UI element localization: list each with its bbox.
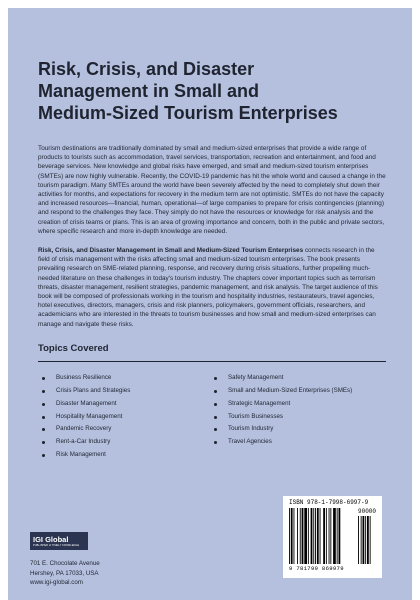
price-code: 90000 (358, 508, 377, 515)
topic-item (214, 398, 352, 411)
topic-item (42, 423, 214, 436)
barcode-bar (302, 508, 304, 564)
bullet-icon (42, 390, 45, 393)
barcode-bar (308, 508, 309, 564)
barcode-bar (320, 508, 321, 564)
topics-divider (38, 361, 386, 362)
topic-item (42, 411, 214, 424)
publisher-block (30, 532, 100, 588)
topic-item (42, 385, 214, 398)
address-line-1: 701 E. Chocolate Avenue (30, 560, 100, 567)
address-line-2: Hershey, PA 17033, USA (30, 569, 99, 577)
topic-label: Strategic Management (228, 399, 291, 407)
publisher-website: www.igi-global.com (30, 579, 83, 586)
topic-label: Hospitality Management (56, 412, 123, 420)
topic-label: Tourism Businesses (228, 412, 284, 420)
topics-column-right (214, 372, 352, 462)
barcode-bar (315, 508, 316, 564)
topic-label: Safety Management (228, 373, 284, 381)
description-paragraph-1: Tourism destinations are traditionally dominated by small and medium-sized enterprises that provide a wide range of products to tourists such as accommodation, travel services, transportation, recreation and entertainment, and food and beverage services. New knowledge and global risks have emerged, and small and medium-sized tourism enterprises (SMTEs) are now highly vulnerable. Recently, the COVID-19 pandemic has hit the whole world and caused a change in the tourism paradigm. Many SMTEs around the world have been severely affected by the need to completely shut down their activities for months, and expectations for recovery in the medium term are not optimistic. SMTEs do not have the capacity and increased resources—financial, human, operational—of large companies to prepare for crisis contingencies (planning) and respond to the challenges they face. They simply do not have the resources or knowledge for risk analysis and the creation of crisis teams or plans. This is an area of growing importance and concern, both in the public and private sectors, where specific research and more in-depth knowledge are needed. (38, 145, 386, 235)
barcode-bar (311, 508, 313, 564)
barcode-bar (291, 508, 293, 564)
description-book-title: Risk, Crisis, and Disaster Management in Small and Medium-Sized Tourism Enterprises (38, 247, 304, 255)
barcode-bar (326, 508, 327, 564)
topic-label: Crisis Plans and Strategies (56, 386, 131, 394)
topic-item (42, 398, 214, 411)
barcode-digits: 9 781799 869979 (289, 565, 344, 572)
topic-item (214, 411, 352, 424)
bullet-icon (214, 377, 217, 380)
bullet-icon (42, 416, 45, 419)
barcode-bar (330, 508, 331, 564)
topic-label: Disaster Management (56, 399, 117, 407)
bullet-icon (214, 390, 217, 393)
barcode-bar (323, 508, 325, 564)
topic-item (214, 385, 352, 398)
topic-item (214, 372, 352, 385)
barcode-bar (300, 508, 301, 564)
bullet-icon (214, 416, 217, 419)
topic-item (42, 372, 214, 385)
topics-list (38, 372, 386, 462)
barcode-bar (313, 508, 314, 564)
topic-label: Small and Medium-Sized Enterprises (SMEs) (228, 386, 353, 394)
barcode-bar (333, 508, 336, 564)
publisher-logo (30, 532, 88, 550)
topic-label: Rent-a-Car Industry (56, 438, 111, 446)
bullet-icon (42, 377, 45, 380)
barcode-addon-bar (363, 516, 365, 564)
topic-item (214, 423, 352, 436)
description-paragraph-2-text: connects research in the field of crisis management with the risks affecting small and medium-sized tourism enterprises. The book presents prevailing research on SME-related planning, response, and recovery during crisis situations, further propelling much-needed literature on these challenges in today's tourism industry. The chapters cover important topics such as terrorism threats, disaster management, resilient strategies, pandemic management, and risk analysis. The target audience of this book will be composed of professionals working in the tourism and hospitality industries, restaurateurs, travel agencies, hotel executives, directors, managers, crisis and risk planners, policymakers, government officials, researchers, and academicians who are interested in the threats to tourism businesses and how small and medium-sized enterprises can manage and navigate these risks. (38, 247, 378, 328)
logo-text: IGI Global (33, 535, 69, 544)
description-paragraph-2 (38, 246, 386, 329)
book-title (38, 58, 386, 124)
barcode-bar (317, 508, 319, 564)
barcode-bar (294, 508, 295, 564)
topic-label: Pandemic Recovery (56, 425, 112, 433)
bullet-icon (42, 441, 45, 444)
bullet-icon (214, 428, 217, 431)
barcode-bar (304, 508, 307, 564)
topic-item (42, 449, 214, 462)
bullet-icon (42, 428, 45, 431)
barcode-addon-bar (358, 516, 359, 564)
logo-tagline: PUBLISHER of TIMELY KNOWLEDGE (33, 544, 80, 547)
topics-heading: Topics Covered (38, 342, 109, 354)
barcode-addon-bar (361, 516, 362, 564)
topic-label: Risk Management (56, 451, 106, 459)
barcode-addon-bar (365, 516, 366, 564)
topic-item (42, 436, 214, 449)
barcode-bar (297, 508, 298, 564)
barcode-addon-bar (370, 516, 371, 564)
bullet-icon (214, 441, 217, 444)
topic-label: Tourism Industry (228, 425, 274, 433)
isbn-text: ISBN 978-1-7998-6997-9 (289, 499, 369, 506)
bullet-icon (42, 403, 45, 406)
publisher-address (30, 559, 100, 588)
title-line-3: Medium-Sized Tourism Enterprises (38, 103, 338, 123)
title-line-1: Risk, Crisis, and Disaster (38, 59, 255, 79)
topics-column-left (38, 372, 214, 462)
barcode-bar (339, 508, 341, 564)
topic-label: Travel Agencies (228, 438, 272, 446)
bullet-icon (42, 454, 45, 457)
bullet-icon (214, 403, 217, 406)
barcode-bar (337, 508, 338, 564)
topic-label: Business Resilience (56, 373, 112, 381)
topic-item (214, 436, 352, 449)
barcode-addon-bar (367, 516, 369, 564)
barcode-bar (329, 508, 330, 564)
title-line-2: Management in Small and (38, 81, 260, 101)
barcode-bar (289, 508, 290, 564)
isbn-barcode (283, 496, 382, 578)
